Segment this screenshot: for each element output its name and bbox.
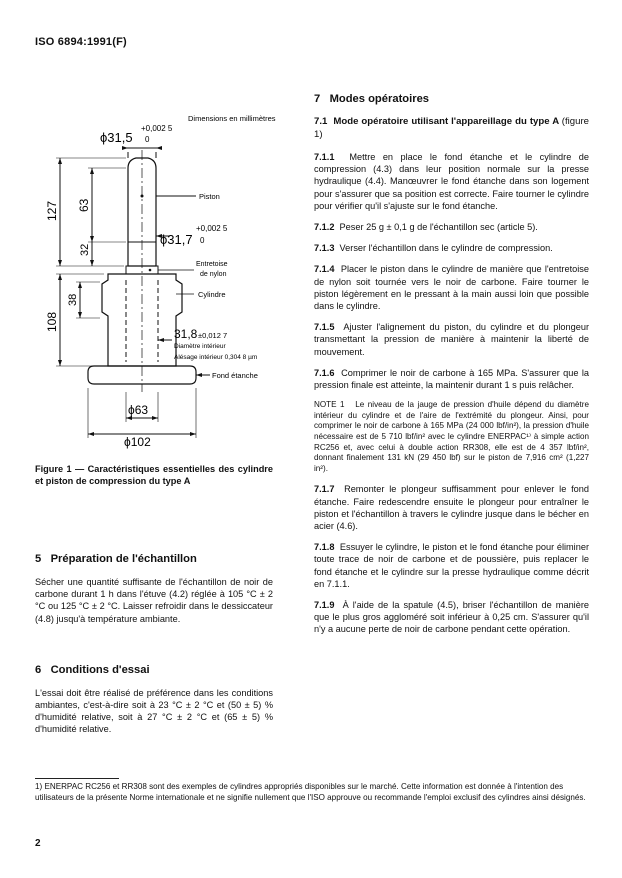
section-5-number: 5 [35, 553, 42, 565]
section-6-heading [35, 663, 273, 677]
dim-127: 127 [45, 200, 59, 221]
dim-63-base: ϕ63 [128, 403, 149, 417]
step-number: 7.1.5 [314, 322, 335, 333]
bore-label-1: Diamètre intérieur [174, 343, 226, 350]
section-7-1-ref: (figure 1) [314, 116, 589, 140]
section-5-title: Préparation de l'échantillon [50, 553, 197, 565]
mid-tol-upper: +0,002 5 [196, 224, 228, 233]
step-text: Placer le piston dans le cylindre de manière que l'entretoise de nylon soit tournée vers le noir de carbone. Faire tourner le piston légèrement en le pressant à la main aussi loin que possible dans le cylindre. [314, 264, 589, 312]
step-text: Comprimer le noir de carbone à 165 MPa. S'assurer que la pression finale est atteinte, la maintenir durant 1 s puis relâcher. [314, 367, 589, 391]
bore-label-2: Alésage intérieur 0,304 8 µm [174, 354, 258, 361]
step-number: 7.1.9 [314, 600, 335, 611]
section-6-number: 6 [35, 663, 42, 676]
bore-tolerance: ±0,012 7 [198, 331, 228, 340]
step-text: Remonter le plongeur suffisamment pour enlever le fond étanche. Faire redescendre ensuite le plongeur pour entraîner le piston et l'échantillon à travers le cylindre jusque dans le bécher en acier (4.6). [314, 484, 589, 532]
footnote-rule [35, 778, 119, 779]
dim-63: 63 [77, 198, 91, 212]
units-note: Dimensions en millimètres [188, 114, 276, 123]
step-7-1-4 [314, 263, 589, 312]
section-7-number: 7 [314, 93, 321, 105]
step-text: Ajuster l'alignement du piston, du cylindre et du plongeur transmettant la pression de manière à maintenir la liberté de mouvement. [314, 322, 590, 357]
figure-caption: Figure 1 — Caractéristiques essentielles des cylindre et piston de compression du type A [35, 464, 273, 486]
step-7-1-1 [314, 151, 589, 212]
figure-1-drawing [35, 108, 285, 453]
step-text: À l'aide de la spatule (4.5), briser l'échantillon de manière que le plus gros aggloméré soit inférieur à 0,25 cm. S'assurer qu'il n'y a aucune perte de noir de carbone pendant cette opération. [314, 600, 589, 635]
section-5-heading [35, 552, 273, 566]
mid-tol-lower: 0 [200, 236, 205, 245]
step-7-1-3 [314, 242, 589, 254]
section-7-title: Modes opératoires [329, 93, 430, 105]
dim-108: 108 [45, 311, 59, 332]
step-7-1-7 [314, 483, 589, 532]
dim-38: 38 [67, 293, 79, 306]
step-number: 7.1.4 [314, 264, 335, 275]
label-cylinder: Cylindre [198, 290, 226, 299]
standard-number: ISO 6894:1991(F) [35, 36, 127, 48]
step-text: Peser 25 g ± 0,1 g de l'échantillon sec (article 5). [339, 222, 538, 233]
top-diameter-label: ϕ31,5 [100, 130, 133, 145]
section-7-heading [314, 92, 589, 106]
label-piston: Piston [199, 192, 220, 201]
step-7-1-8 [314, 541, 589, 590]
bore-value: 31,8 [174, 327, 198, 341]
step-7-1-6 [314, 367, 589, 391]
step-number: 7.1.6 [314, 367, 335, 378]
mid-diameter-label: ϕ31,7 [160, 232, 193, 247]
label-base: Fond étanche [212, 371, 258, 380]
section-7-1-title: Mode opératoire utilisant l'appareillage du type A [333, 116, 559, 127]
step-number: 7.1.7 [314, 484, 335, 495]
step-text: Verser l'échantillon dans le cylindre de compression. [339, 243, 553, 254]
step-7-1-9 [314, 599, 589, 636]
top-tol-lower: 0 [145, 135, 150, 144]
note-label: NOTE 1 [314, 400, 345, 410]
step-number: 7.1.1 [314, 152, 335, 162]
step-text: Essuyer le cylindre, le piston et le fond étanche pour éliminer toute trace de noir de carbone et de poussière, puis replacer le fond étanche et le cylindre sur la presse hydraulique comme décrit en 7.1.1. [314, 542, 590, 589]
page-number: 2 [35, 838, 41, 849]
footnote: 1) ENERPAC RC256 et RR308 sont des exemples de cylindres appropriés disponibles sur le marché. Cette information est donnée à l'intention des utilisateurs de la présente Norme internationale et ne signifie nullement que l'ISO approuve ou recommande l'emploi exclusif des cylindres ainsi désignés. [35, 782, 586, 802]
note-text: Le niveau de la jauge de pression d'huile dépend du diamètre intérieur du cylindre et de l'aire de l'extrémité du plongeur. Ainsi, pour comprimer le noir de carbone à 165 MPa (24 000 lbf/in²), la pression d'huile nécessaire est de 5 710 lbf/in² avec le cylindre ENERPAC¹⁾ à simple action RC256 et, avec celui à double action RR308, elle est de 4 357 lbf/in², donnant finalement 131 kN (29 450 lbf) sur le piston de 7,916 cm² (1,227 in²). [314, 400, 589, 473]
step-7-1-2 [314, 221, 589, 233]
section-7-1-heading [314, 116, 589, 141]
section-6-text: L'essai doit être réalisé de préférence dans les conditions ambiantes, c'est-à-dire soit à 23 °C ± 2 °C et (50 ± 5) % d'humidité relative, soit à 27 °C ± 2 °C et (65 ± 5) % d'humidité relative. [35, 687, 273, 735]
section-7-1-number: 7.1 [314, 116, 328, 127]
dim-32: 32 [79, 243, 91, 256]
step-number: 7.1.3 [314, 243, 335, 254]
step-number: 7.1.8 [314, 542, 335, 553]
dim-102: ϕ102 [124, 435, 151, 449]
step-text: Mettre en place le fond étanche et le cylindre de compression (4.3) dans leur position normale sur la presse hydraulique (4.4). Manœuvrer le fond étanche dans son logement pour s'assurer que sa position est correcte. Faire tourner le cylindre pour vérifier qu'il s'ajuste sur le fond étanche. [314, 152, 589, 211]
step-number: 7.1.2 [314, 222, 335, 233]
label-spacer-2: de nylon [200, 271, 227, 278]
top-tol-upper: +0,002 5 [141, 124, 173, 133]
step-7-1-5 [314, 321, 589, 358]
note-1 [314, 400, 589, 474]
section-5-text: Sécher une quantité suffisante de l'échantillon de noir de carbone durant 1 h dans l'étuve (4.2) réglée à 105 °C ± 2 °C ou 125 °C ± 2 °C. Laisser refroidir dans le dessiccateur (4.8) jusqu'à température ambiante. [35, 577, 273, 624]
section-6-title: Conditions d'essai [50, 663, 150, 676]
label-spacer-1: Entretoise [196, 261, 228, 268]
